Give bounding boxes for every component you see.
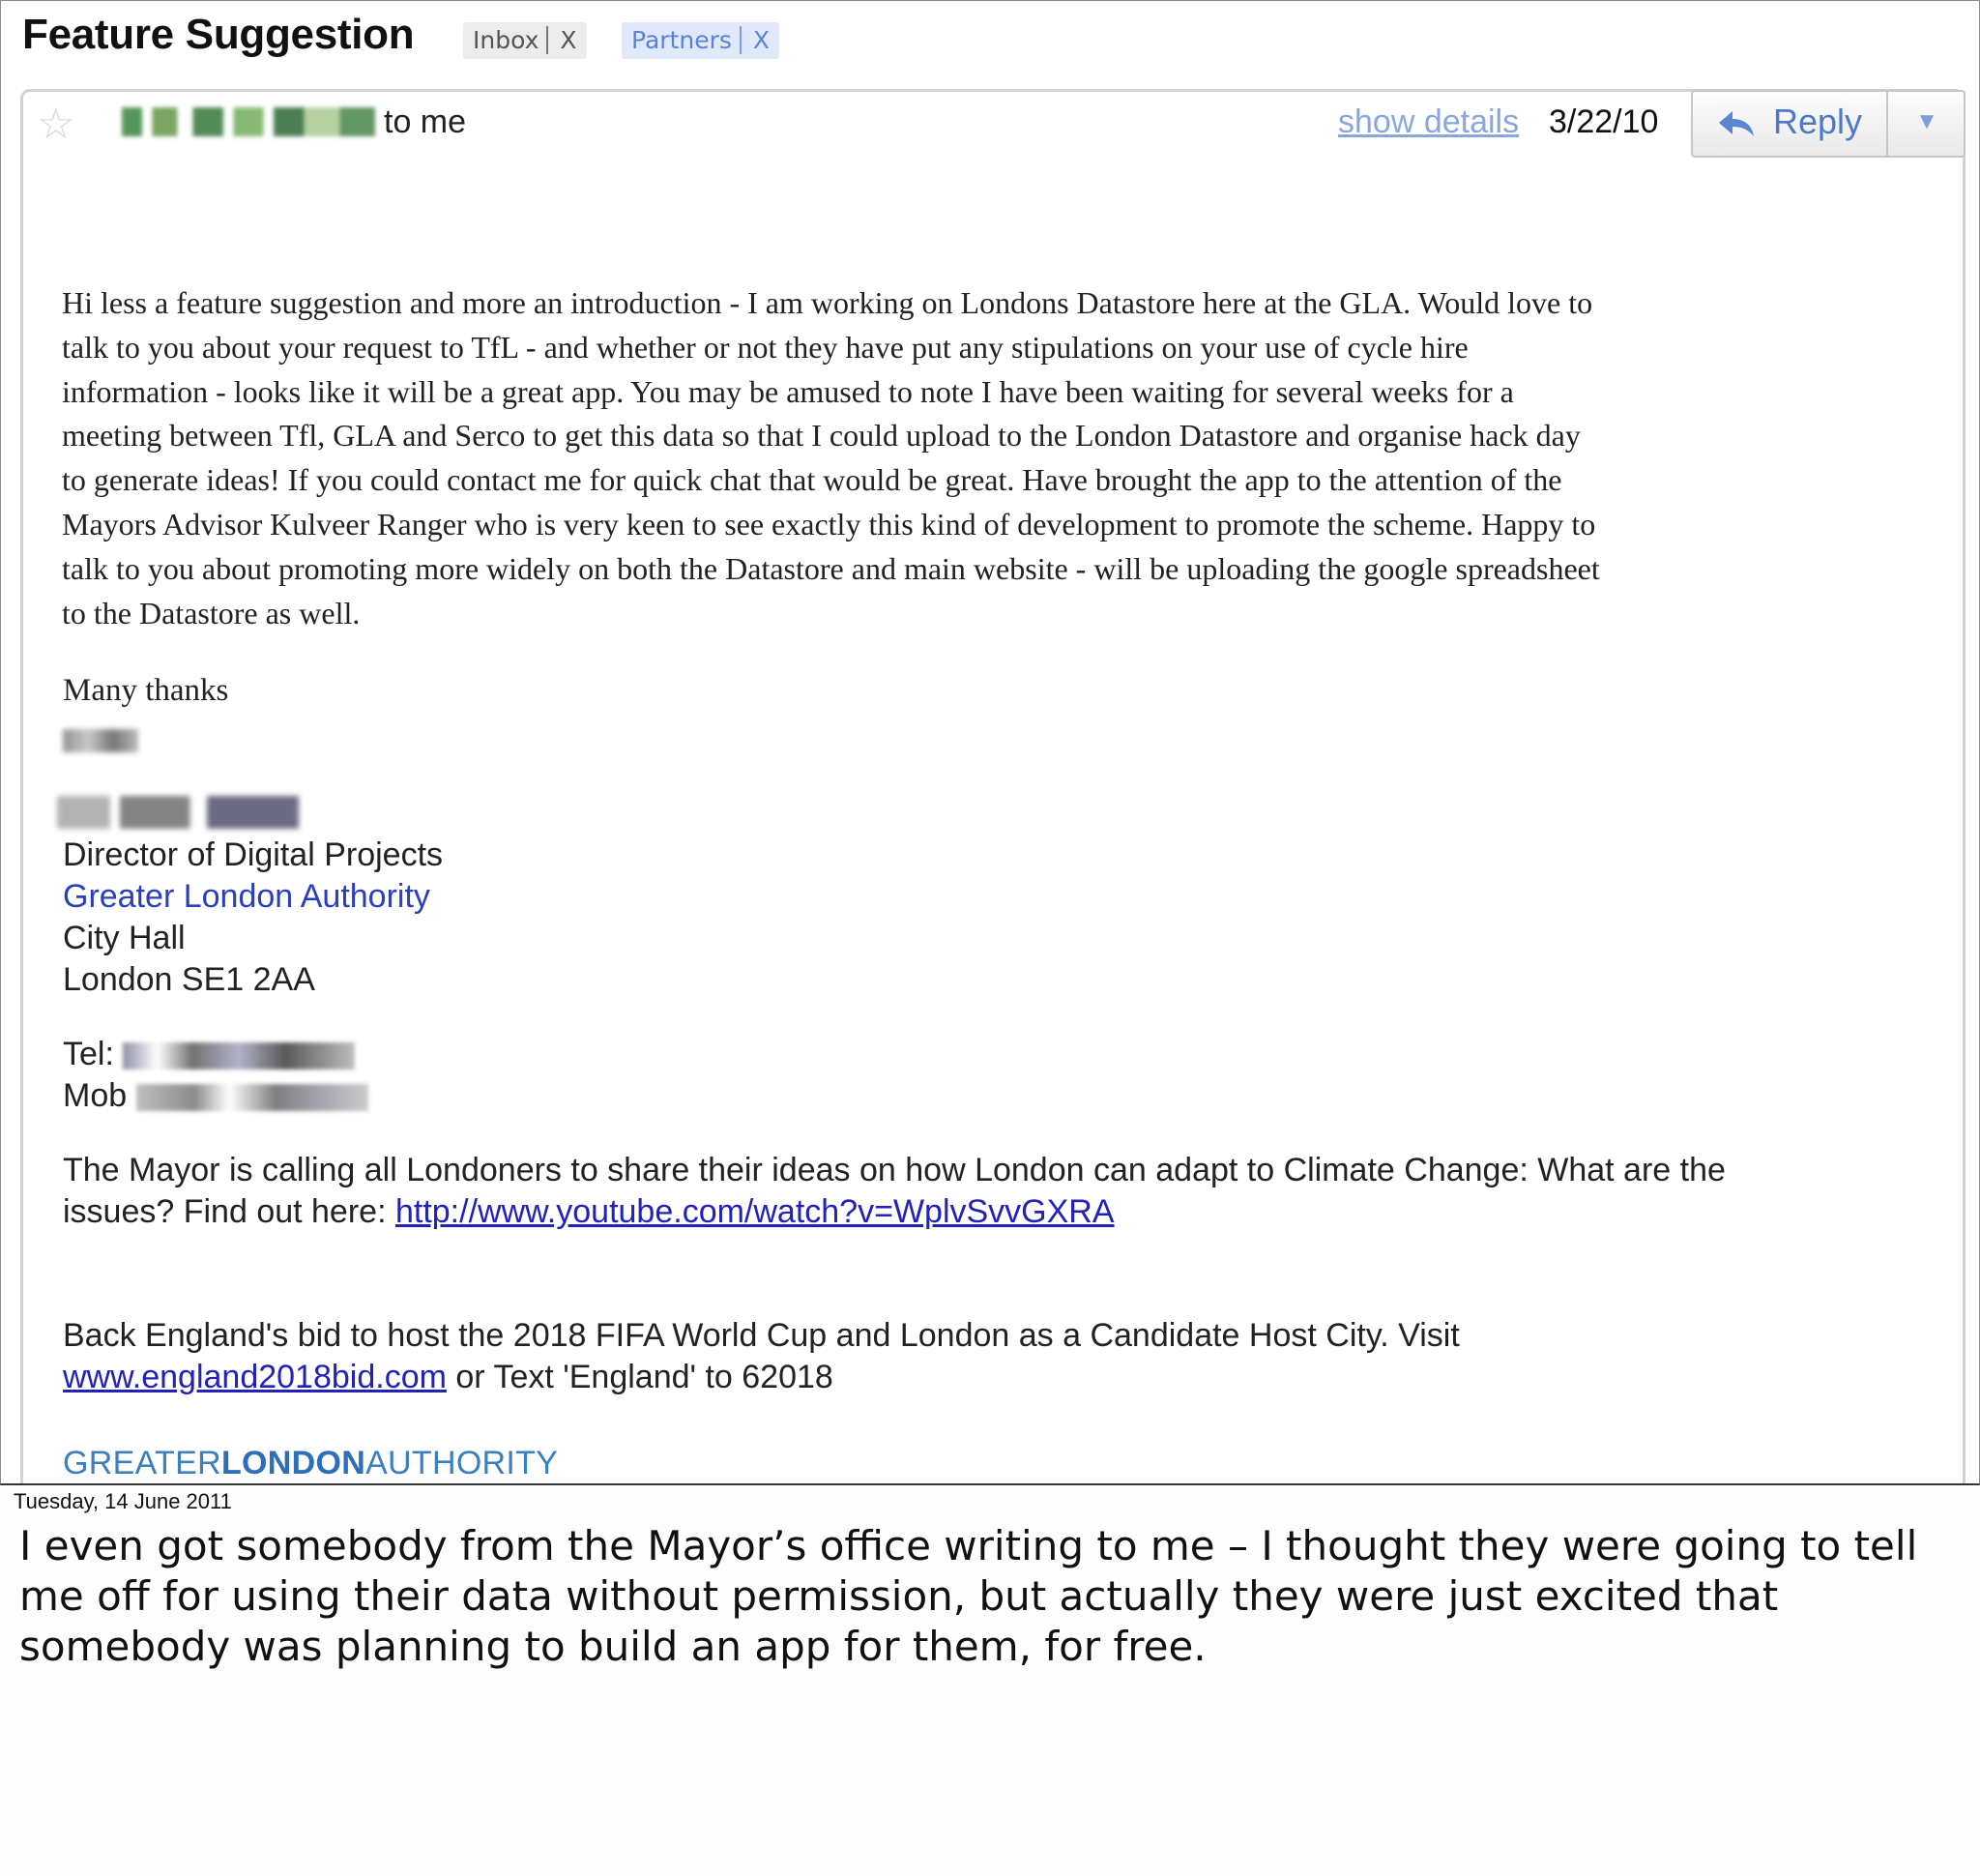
climate-prefix: issues? Find out here: xyxy=(63,1193,395,1230)
sender-name-redacted xyxy=(122,107,375,136)
label-inbox-name: Inbox xyxy=(473,26,539,54)
climate-line: The Mayor is calling all Londoners to share their ideas on how London can adapt to Climate Change: What are the xyxy=(63,1152,1726,1188)
signature-address-line2: London SE1 2AA xyxy=(63,961,315,998)
tel-number-redacted xyxy=(123,1042,355,1070)
star-icon[interactable]: ☆ xyxy=(37,101,75,148)
reply-menu-dropdown[interactable]: ▼ xyxy=(1886,92,1965,156)
bid-line-2 xyxy=(63,1359,833,1396)
slide-caption: I even got somebody from the Mayor’s office writing to me – I thought they were going to tell me off for using their data without permission, but actually they were just excited that somebody was planning to build an app for them, for free. xyxy=(19,1522,1918,1670)
reply-button[interactable] xyxy=(1693,92,1886,156)
body-line: Hi less a feature suggestion and more an introduction - I am working on Londons Datastore here at the GLA. Would love to xyxy=(62,285,1593,320)
show-details-link[interactable]: show details xyxy=(1338,103,1520,140)
message-date: 3/22/10 xyxy=(1549,103,1659,140)
mob-label: Mob xyxy=(63,1077,128,1114)
remove-label-partners-button[interactable]: X xyxy=(740,26,770,54)
email-subject: Feature Suggestion xyxy=(22,11,415,58)
recipient-text: to me xyxy=(384,103,467,140)
message-body xyxy=(62,281,1947,635)
slide-date: Tuesday, 14 June 2011 xyxy=(14,1489,232,1513)
body-line: talk to you about promoting more widely on both the Datastore and main website - will be uploading the google spreadsheet xyxy=(62,550,1600,586)
signoff: Many thanks xyxy=(63,673,229,708)
body-line: Mayors Advisor Kulveer Ranger who is very keen to see exactly this kind of development to promote the scheme. Happy to xyxy=(62,506,1596,542)
signature-org: Greater London Authority xyxy=(63,878,430,915)
message-card xyxy=(20,89,1965,1485)
gla-logo-part: GREATER xyxy=(63,1445,221,1481)
signature-tel xyxy=(63,1036,355,1073)
body-line: information - looks like it will be a great app. You may be amused to note I have been waiting for several weeks for a xyxy=(62,373,1514,409)
signature-title: Director of Digital Projects xyxy=(63,836,444,873)
reply-label: Reply xyxy=(1772,102,1863,141)
tel-label: Tel: xyxy=(63,1036,114,1072)
gla-logo-part: LONDON xyxy=(220,1445,366,1481)
reply-arrow-icon xyxy=(1717,102,1773,141)
label-partners-name: Partners xyxy=(631,26,732,54)
climate-line-2 xyxy=(63,1193,1115,1231)
label-partners[interactable] xyxy=(622,22,779,59)
gla-logo-part: AUTHORITY xyxy=(365,1445,559,1481)
signer-name-redacted xyxy=(57,796,299,829)
reply-button-group xyxy=(1691,90,1965,158)
youtube-link[interactable]: http://www.youtube.com/watch?v=WplvSvvGXRA xyxy=(394,1193,1115,1230)
bid-line: Back England's bid to host the 2018 FIFA World Cup and London as a Candidate Host City. Visit xyxy=(63,1317,1460,1354)
body-line: talk to you about your request to TfL - and whether or not they have put any stipulations on your use of cycle hire xyxy=(62,329,1469,365)
mobile-number-redacted xyxy=(136,1084,368,1111)
signature-address-line1: City Hall xyxy=(63,920,186,956)
label-inbox[interactable] xyxy=(463,22,587,59)
remove-label-inbox-button[interactable]: X xyxy=(546,26,576,54)
body-line: to the Datastore as well. xyxy=(62,595,361,630)
body-line: to generate ideas! If you could contact me for quick chat that would be great. Have brought the app to the attention of the xyxy=(62,462,1562,498)
body-line: meeting between Tfl, GLA and Serco to get this data so that I could upload to the London Datastore and organise hack day xyxy=(62,418,1581,454)
gla-logo xyxy=(63,1445,558,1482)
bid-suffix: or Text 'England' to 62018 xyxy=(446,1359,833,1395)
signature-mobile xyxy=(63,1077,368,1115)
england-bid-link[interactable]: www.england2018bid.com xyxy=(63,1359,447,1395)
signer-initial-redacted xyxy=(63,729,138,752)
